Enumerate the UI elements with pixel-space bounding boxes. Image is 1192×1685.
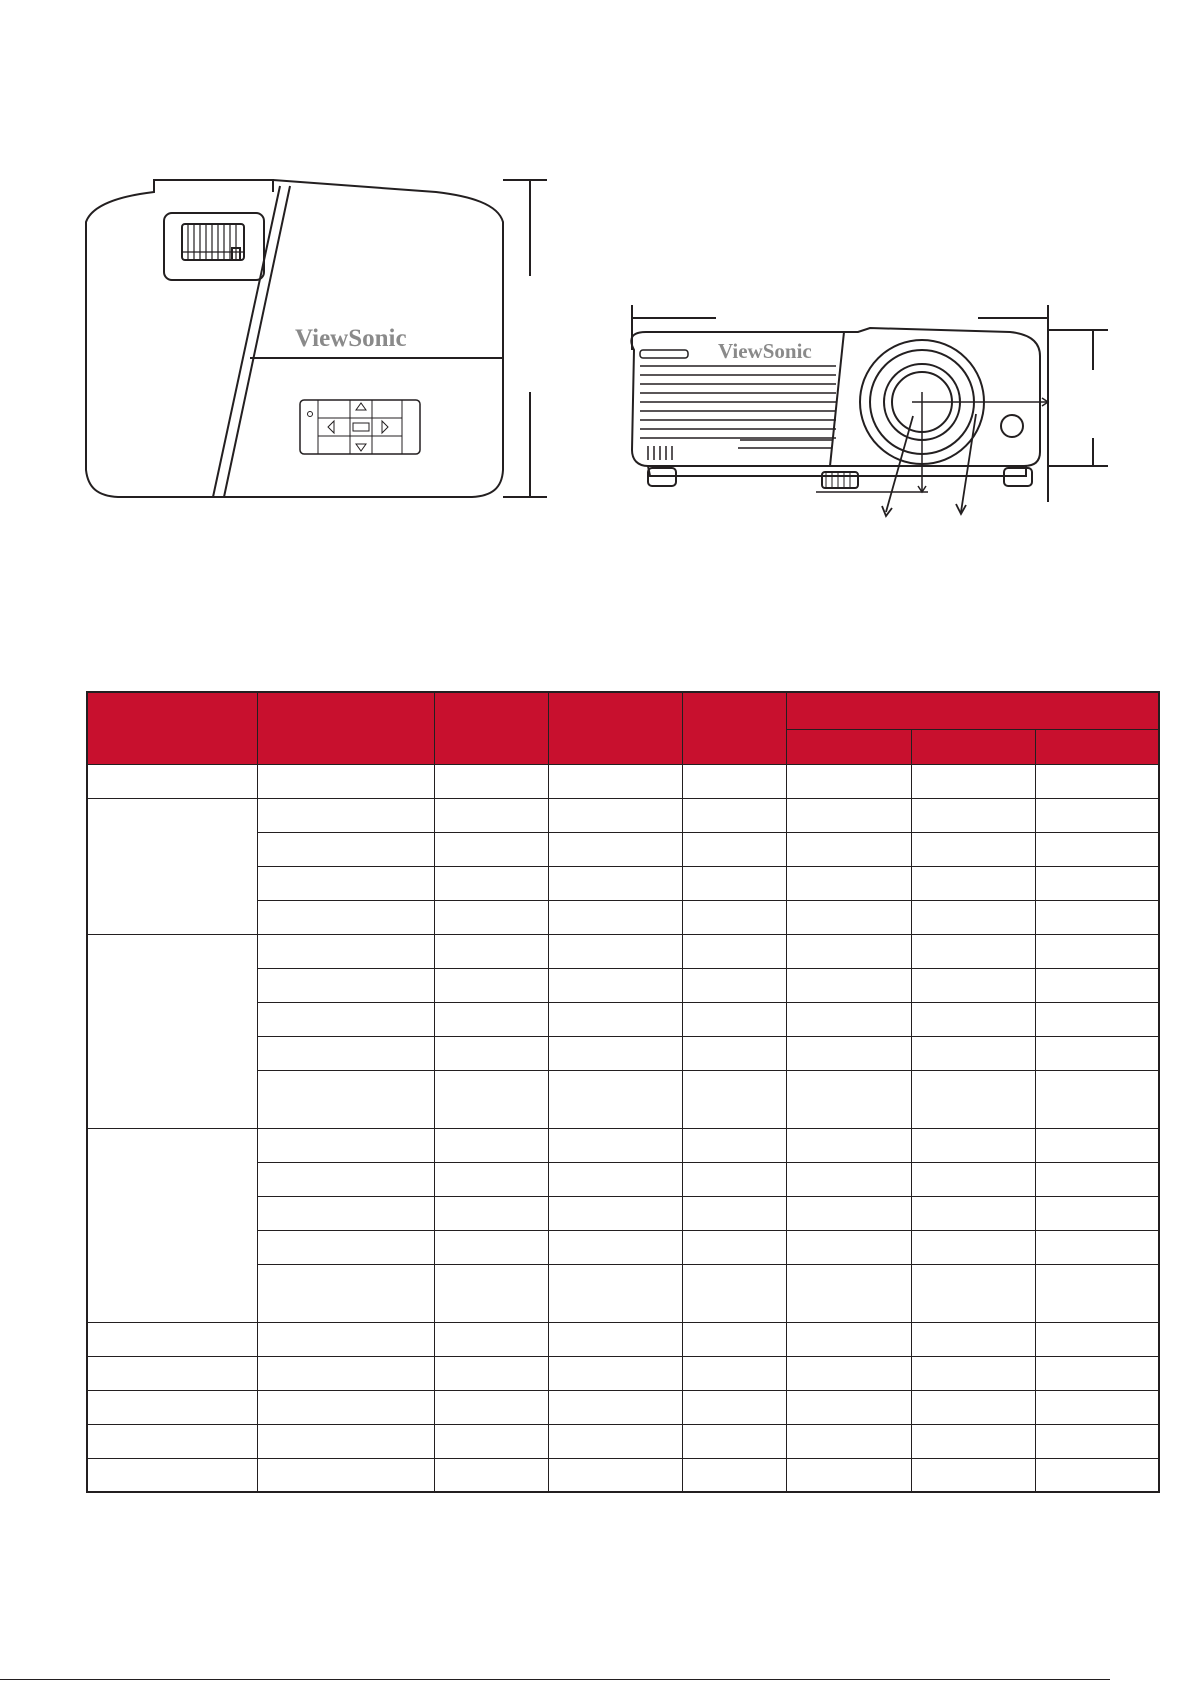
footer-rule [0, 1679, 1110, 1680]
table-cell [1035, 1162, 1159, 1196]
table-cell [548, 798, 682, 832]
header-subcell [911, 729, 1035, 764]
table-cell [434, 1390, 548, 1424]
table-cell [786, 1036, 911, 1070]
table-cell [257, 764, 434, 798]
table-cell [257, 1196, 434, 1230]
table-cell [434, 1458, 548, 1492]
header-cell [87, 692, 257, 764]
table-cell [911, 1036, 1035, 1070]
table-cell [434, 968, 548, 1002]
table-cell [87, 934, 257, 1128]
table-cell [682, 1196, 786, 1230]
table-cell [682, 1002, 786, 1036]
table-cell [434, 1070, 548, 1128]
table-row [87, 798, 1159, 832]
table-cell [1035, 900, 1159, 934]
table-cell [1035, 1070, 1159, 1128]
table-cell [434, 934, 548, 968]
table-header [87, 692, 1159, 764]
table-cell [786, 1322, 911, 1356]
table-cell [87, 1356, 257, 1390]
table-cell [257, 1322, 434, 1356]
table-cell [257, 1264, 434, 1322]
table-cell [1035, 1424, 1159, 1458]
table-cell [257, 1356, 434, 1390]
table-cell [1035, 1002, 1159, 1036]
table-body [87, 764, 1159, 1492]
table-cell [911, 968, 1035, 1002]
table-cell [87, 764, 257, 798]
table-cell [786, 1458, 911, 1492]
table-row [87, 1424, 1159, 1458]
header-subcell [786, 729, 911, 764]
table-cell [434, 764, 548, 798]
table-cell [257, 934, 434, 968]
table-cell [786, 1070, 911, 1128]
table-cell [87, 798, 257, 934]
table-row [87, 1128, 1159, 1162]
table-cell [548, 1390, 682, 1424]
table-cell [682, 1458, 786, 1492]
table-cell [257, 798, 434, 832]
table-cell [682, 968, 786, 1002]
table-cell [434, 1002, 548, 1036]
table-cell [548, 1036, 682, 1070]
header-cell [682, 692, 786, 764]
table-cell [87, 1128, 257, 1322]
table-cell [911, 764, 1035, 798]
table-cell [786, 832, 911, 866]
table-cell [1035, 934, 1159, 968]
table-cell [1035, 1322, 1159, 1356]
table-cell [682, 866, 786, 900]
table-cell [911, 1070, 1035, 1128]
header-subcell [1035, 729, 1159, 764]
table-cell [257, 1458, 434, 1492]
table-cell [548, 1322, 682, 1356]
table-cell [682, 798, 786, 832]
table-cell [911, 798, 1035, 832]
table-cell [911, 1002, 1035, 1036]
table-cell [911, 832, 1035, 866]
table-cell [682, 1128, 786, 1162]
table-cell [786, 934, 911, 968]
top-view-brand-logo: ViewSonic [295, 325, 407, 352]
table-cell [786, 900, 911, 934]
table-cell [434, 1322, 548, 1356]
table-cell [1035, 968, 1159, 1002]
table-cell [1035, 1196, 1159, 1230]
table-cell [257, 900, 434, 934]
table-cell [786, 1128, 911, 1162]
table-cell [434, 1264, 548, 1322]
table-cell [786, 1196, 911, 1230]
table-cell [548, 1230, 682, 1264]
table-cell [911, 1390, 1035, 1424]
table-row [87, 1390, 1159, 1424]
table-cell [1035, 798, 1159, 832]
table-cell [434, 1036, 548, 1070]
table-cell [548, 1002, 682, 1036]
table-cell [87, 1458, 257, 1492]
table-cell [548, 1162, 682, 1196]
table-cell [87, 1424, 257, 1458]
table-cell [786, 1264, 911, 1322]
table-cell [87, 1390, 257, 1424]
table-cell [682, 1390, 786, 1424]
table-cell [682, 1070, 786, 1128]
table-cell [682, 1424, 786, 1458]
table-cell [1035, 1128, 1159, 1162]
table-cell [548, 1196, 682, 1230]
table-cell [434, 1196, 548, 1230]
table-cell [1035, 832, 1159, 866]
table-cell [786, 798, 911, 832]
table-cell [1035, 866, 1159, 900]
table-cell [434, 866, 548, 900]
table-cell [911, 1356, 1035, 1390]
table-cell [682, 764, 786, 798]
table-cell [911, 1458, 1035, 1492]
table-cell [434, 1230, 548, 1264]
table-cell [434, 832, 548, 866]
table-cell [786, 1356, 911, 1390]
header-cell [548, 692, 682, 764]
table-cell [434, 1162, 548, 1196]
header-cell [434, 692, 548, 764]
table-cell [911, 1322, 1035, 1356]
table-cell [548, 1356, 682, 1390]
table-cell [682, 1036, 786, 1070]
table-cell [257, 1390, 434, 1424]
table-cell [1035, 1458, 1159, 1492]
table-cell [682, 832, 786, 866]
front-view-brand-logo: ViewSonic [718, 339, 812, 363]
table-cell [786, 866, 911, 900]
table-cell [257, 1128, 434, 1162]
table-cell [682, 1230, 786, 1264]
table-cell [548, 1458, 682, 1492]
projector-diagrams [0, 0, 1192, 560]
table-cell [87, 1322, 257, 1356]
table-cell [911, 1128, 1035, 1162]
table-cell [786, 764, 911, 798]
table-row [87, 1322, 1159, 1356]
table-cell [1035, 1390, 1159, 1424]
table-cell [911, 866, 1035, 900]
table-cell [548, 968, 682, 1002]
table-cell [786, 1162, 911, 1196]
table-cell [911, 900, 1035, 934]
projector-front-view [631, 328, 1048, 516]
table-cell [257, 1230, 434, 1264]
header-cell [257, 692, 434, 764]
table-cell [434, 1356, 548, 1390]
table-cell [548, 866, 682, 900]
table-cell [548, 900, 682, 934]
table-cell [911, 1264, 1035, 1322]
table-cell [1035, 1264, 1159, 1322]
table-cell [548, 1070, 682, 1128]
table-cell [548, 832, 682, 866]
table-cell [257, 1002, 434, 1036]
table-cell [911, 1196, 1035, 1230]
table-cell [682, 900, 786, 934]
table-cell [434, 798, 548, 832]
table-cell [682, 1162, 786, 1196]
table-cell [257, 968, 434, 1002]
table-cell [786, 1390, 911, 1424]
table-cell [434, 1128, 548, 1162]
table-cell [548, 1424, 682, 1458]
table-cell [786, 1424, 911, 1458]
table-cell [911, 1230, 1035, 1264]
table-cell [911, 1424, 1035, 1458]
table-cell [257, 1424, 434, 1458]
table-cell [911, 1162, 1035, 1196]
table-cell [257, 832, 434, 866]
table-cell [548, 1128, 682, 1162]
header-cell [786, 692, 1159, 729]
table-cell [682, 934, 786, 968]
top-view-depth-dimension [503, 180, 547, 497]
table-cell [682, 1264, 786, 1322]
table-cell [548, 1264, 682, 1322]
table-cell [434, 1424, 548, 1458]
table-cell [434, 900, 548, 934]
table-cell [257, 866, 434, 900]
table-row [87, 1356, 1159, 1390]
table-cell [257, 1162, 434, 1196]
table-cell [911, 934, 1035, 968]
table-cell [786, 1230, 911, 1264]
specification-table [86, 691, 1160, 1493]
table-cell [682, 1356, 786, 1390]
table-cell [682, 1322, 786, 1356]
table-row [87, 1458, 1159, 1492]
table-cell [1035, 1036, 1159, 1070]
table-cell [548, 764, 682, 798]
table-row [87, 764, 1159, 798]
table-cell [1035, 764, 1159, 798]
table-cell [257, 1036, 434, 1070]
table-row [87, 934, 1159, 968]
table-cell [786, 1002, 911, 1036]
table-cell [1035, 1356, 1159, 1390]
table-cell [1035, 1230, 1159, 1264]
table-cell [786, 968, 911, 1002]
table-cell [257, 1070, 434, 1128]
table-cell [548, 934, 682, 968]
